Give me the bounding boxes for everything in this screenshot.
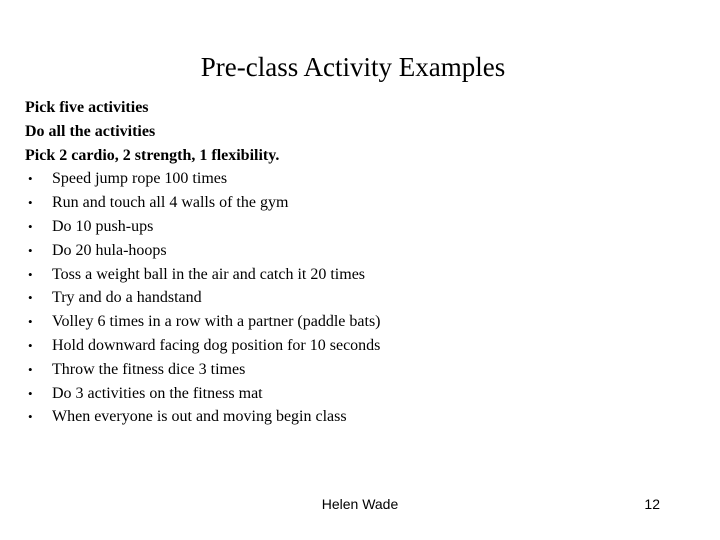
activity-item [25,215,705,239]
activity-item [25,191,705,215]
activity-item [25,286,705,310]
activity-text: Speed jump rope 100 times [52,170,228,188]
bullet-icon: • [28,242,33,258]
bullet-icon: • [28,266,33,282]
bullet-icon: • [28,385,33,401]
activity-item [25,239,705,263]
bullet-icon: • [28,361,33,377]
slide-body [25,96,705,429]
bullet-icon: • [28,171,33,187]
activity-text: Do 20 hula-hoops [52,241,167,259]
intro-line: Pick 2 cardio, 2 strength, 1 flexibility. [25,146,280,164]
activity-text: Run and touch all 4 walls of the gym [52,194,289,212]
activity-text: Do 10 push-ups [52,217,154,235]
bullet-icon: • [28,218,33,234]
page-number: 12 [644,496,660,512]
activity-text: Hold downward facing dog position for 10 seconds [52,336,381,354]
activity-text: When everyone is out and moving begin class [52,408,347,426]
bullet-icon: • [28,314,33,330]
activity-item [25,382,705,406]
activity-item [25,263,705,287]
activity-item [25,405,705,429]
activity-text: Toss a weight ball in the air and catch it 20 times [52,265,366,283]
footer-author: Helen Wade [321,496,399,512]
bullet-icon: • [28,409,33,425]
activity-item [25,358,705,382]
activity-text: Try and do a handstand [52,289,202,307]
bullet-icon: • [28,195,33,211]
bullet-icon: • [28,290,33,306]
activity-text: Throw the fitness dice 3 times [52,360,246,378]
activity-item [25,167,705,191]
activity-item [25,310,705,334]
activity-text: Volley 6 times in a row with a partner (paddle bats) [52,313,381,331]
intro-line: Pick five activities [25,99,149,116]
intro-line: Do all the activities [25,122,156,140]
activity-text: Do 3 activities on the fitness mat [52,384,263,402]
activity-item [25,334,705,358]
activity-list [25,167,705,429]
slide-title: Pre-class Activity Examples [200,52,506,82]
bullet-icon: • [28,337,33,353]
